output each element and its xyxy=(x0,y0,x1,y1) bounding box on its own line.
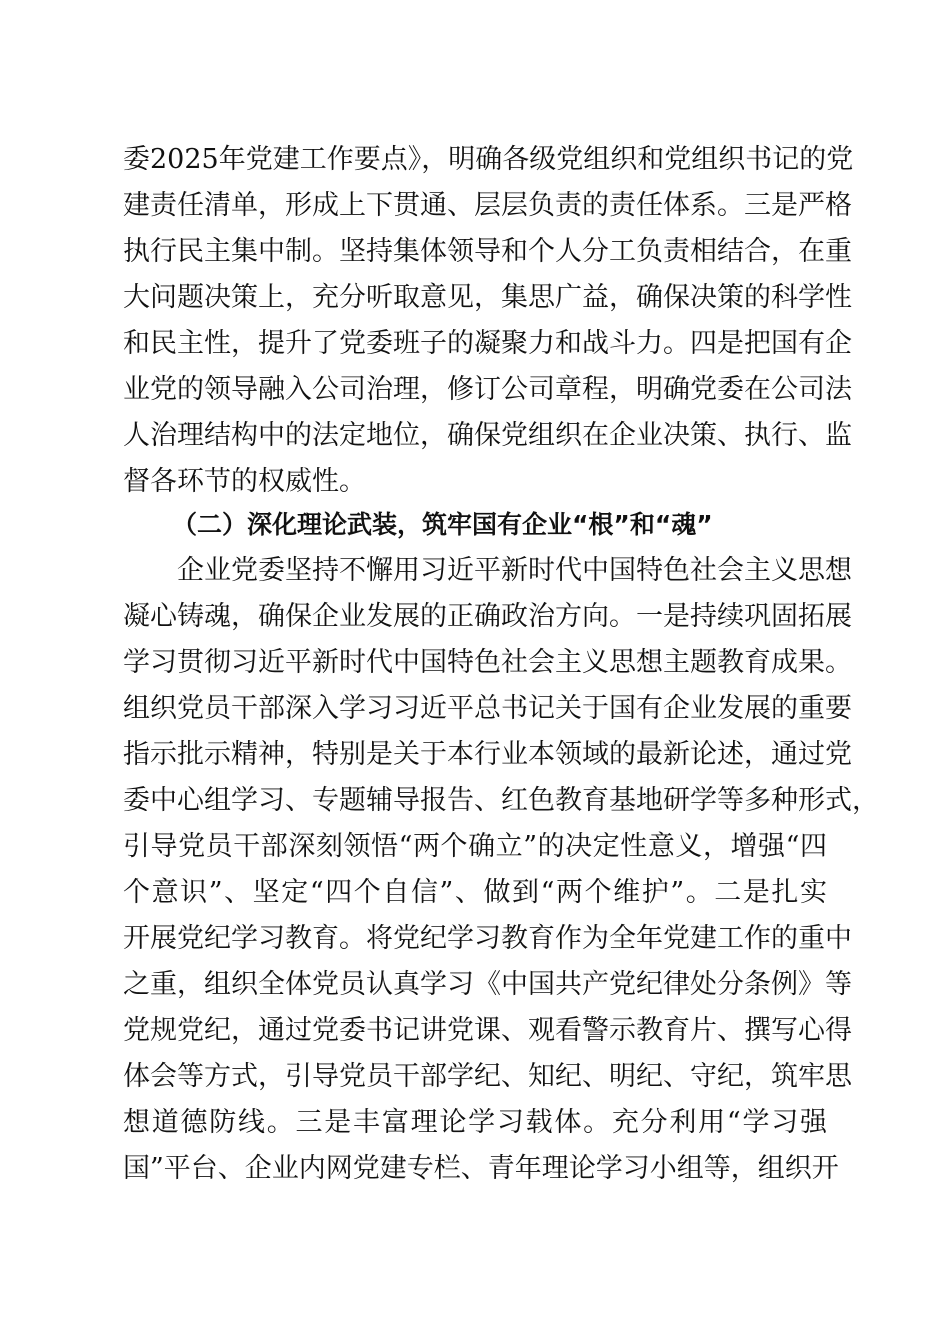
paragraph-line: 组织党员干部深入学习习近平总书记关于国有企业发展的重要 xyxy=(123,693,852,724)
paragraph-line: 之重，组织全体党员认真学习《中国共产党纪律处分条例》等 xyxy=(123,969,852,1000)
paragraph-line: 建责任清单，形成上下贯通、层层负责的责任体系。三是严格 xyxy=(123,190,852,221)
paragraph-line: 执行民主集中制。坚持集体领导和个人分工负责相结合，在重 xyxy=(123,236,852,267)
paragraph-line: 和民主性，提升了党委班子的凝聚力和战斗力。四是把国有企 xyxy=(123,328,852,359)
paragraph-line: 体会等方式，引导党员干部学纪、知纪、明纪、守纪，筑牢思 xyxy=(123,1061,852,1092)
paragraph-line: 引导党员干部深刻领悟“两个确立”的决定性意义，增强“四 xyxy=(123,831,827,862)
paragraph-line: 国”平台、企业内网党建专栏、青年理论学习小组等，组织开 xyxy=(123,1153,839,1184)
paragraph-line: 凝心铸魂，确保企业发展的正确政治方向。一是持续巩固拓展 xyxy=(123,601,852,632)
paragraph-line: 委中心组学习、专题辅导报告、红色教育基地研学等多种形式， xyxy=(123,785,879,816)
paragraph-line: 业党的领导融入公司治理，修订公司章程，明确党委在公司法 xyxy=(123,374,852,405)
paragraph-line: 督各环节的权威性。 xyxy=(123,466,366,497)
paragraph-line: 企业党委坚持不懈用习近平新时代中国特色社会主义思想 xyxy=(177,555,852,586)
paragraph-line: 个意识”、坚定“四个自信”、做到“两个维护”。二是扎实 xyxy=(123,877,827,908)
paragraph-line: 大问题决策上，充分听取意见，集思广益，确保决策的科学性 xyxy=(123,282,852,313)
paragraph-line: 党规党纪，通过党委书记讲党课、观看警示教育片、撰写心得 xyxy=(123,1015,852,1046)
paragraph-line: 委2025年党建工作要点》，明确各级党组织和党组织书记的党 xyxy=(123,144,854,175)
section-heading: （二）深化理论武装，筑牢国有企业“根”和“魂” xyxy=(172,510,713,539)
paragraph-line: 人治理结构中的法定地位，确保党组织在企业决策、执行、监 xyxy=(123,420,852,451)
paragraph-line: 开展党纪学习教育。将党纪学习教育作为全年党建工作的重中 xyxy=(123,923,852,954)
paragraph-line: 学习贯彻习近平新时代中国特色社会主义思想主题教育成果。 xyxy=(123,647,852,678)
paragraph-line: 指示批示精神，特别是关于本行业本领域的最新论述，通过党 xyxy=(123,739,852,770)
paragraph-line: 想道德防线。三是丰富理论学习载体。充分利用“学习强 xyxy=(123,1107,827,1138)
